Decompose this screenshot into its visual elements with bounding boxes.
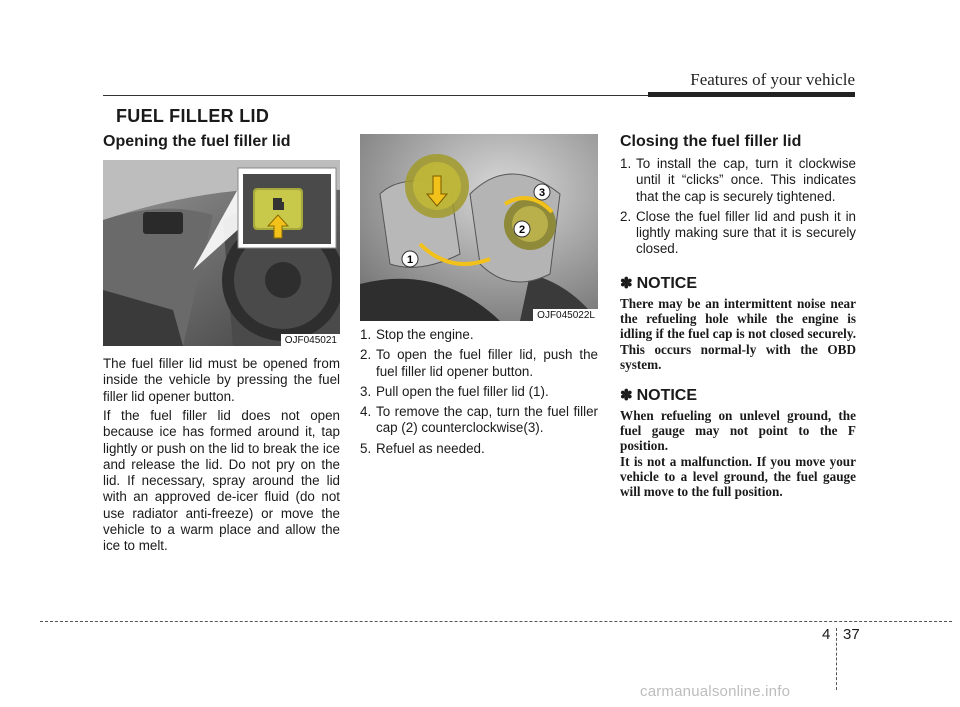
page-number: 37 <box>843 626 860 643</box>
notice-heading <box>620 386 697 405</box>
callout-2-label: 2 <box>518 224 526 236</box>
list-item <box>360 347 598 380</box>
step-text: To remove the cap, turn the fuel filler cap (2) counterclockwise(3). <box>376 404 598 436</box>
figure-code: OJF045021 <box>281 334 340 346</box>
step-number: 2. <box>360 347 372 363</box>
step-text: To install the cap, turn it clockwise until it “clicks” once. This indicates that the cap is securely tightened. <box>636 156 856 204</box>
notice-title: NOTICE <box>636 387 698 404</box>
asterisk-icon: ✽ <box>620 387 633 404</box>
step-text: Close the fuel filler lid and push it in lightly making sure that it is securely closed. <box>636 208 856 257</box>
step-number: 5. <box>360 440 372 456</box>
step-number: 1. <box>620 156 632 171</box>
col1-heading: Opening the fuel filler lid <box>103 133 291 150</box>
step-number: 2. <box>620 208 632 224</box>
list-item <box>360 404 598 437</box>
header-rule-accent <box>648 92 855 97</box>
section-title: FUEL FILLER LID <box>116 106 270 126</box>
col1-paragraph: The fuel filler lid must be opened from inside the vehicle by pressing the fuel filler lid opener button. <box>103 356 340 404</box>
dashboard-figure <box>103 160 340 346</box>
dashboard-illustration <box>103 160 340 346</box>
list-item <box>360 441 598 457</box>
notice-text: When refueling on unlevel ground, the fuel gauge may not point to the F position. It is not a malfunction. If you move your vehicle to a level ground, the fuel gauge will move to the full position. <box>620 408 856 500</box>
chapter-number: 4 <box>822 626 831 643</box>
list-item <box>360 327 598 343</box>
watermark: carmanualsonline.info <box>640 683 791 700</box>
col3-heading: Closing the fuel filler lid <box>620 133 802 150</box>
col1-paragraph: If the fuel filler lid does not open because ice has formed around it, tap lightly or push on the lid to break the ice and release the lid. Do not pry on the lid. If necessary, spray around the lid with an approved de-icer fluid (do not use radiator anti-freeze) or move the vehicle to a warm place and allow the ice to melt. <box>103 408 340 554</box>
fuel-cap-figure <box>360 134 598 321</box>
list-item <box>360 384 598 400</box>
callout-1-label: 1 <box>406 254 414 266</box>
step-number: 4. <box>360 404 372 420</box>
step-text: Stop the engine. <box>376 327 474 342</box>
step-number: 1. <box>360 327 372 342</box>
notice-heading <box>620 274 697 293</box>
opening-steps <box>360 327 598 461</box>
step-text: Pull open the fuel filler lid (1). <box>376 383 549 399</box>
step-number: 3. <box>360 383 372 399</box>
fuel-cap-illustration <box>360 134 598 321</box>
asterisk-icon: ✽ <box>620 275 633 292</box>
page-divider <box>836 628 837 690</box>
step-text: Refuel as needed. <box>376 440 485 456</box>
notice-text: There may be an intermittent noise near the refueling hole while the engine is idling if the fuel cap is not closed securely. This occurs normal-ly with the OBD system. <box>620 296 856 372</box>
header-title: Features of your vehicle <box>690 70 855 89</box>
notice-title: NOTICE <box>636 275 698 292</box>
list-item <box>620 209 856 258</box>
step-text: To open the fuel filler lid, push the fuel filler lid opener button. <box>376 347 598 379</box>
list-item <box>620 156 856 205</box>
figure-code: OJF045022L <box>533 309 598 321</box>
callout-3-label: 3 <box>538 187 546 199</box>
footer-rule <box>40 621 952 622</box>
closing-steps <box>620 156 856 262</box>
